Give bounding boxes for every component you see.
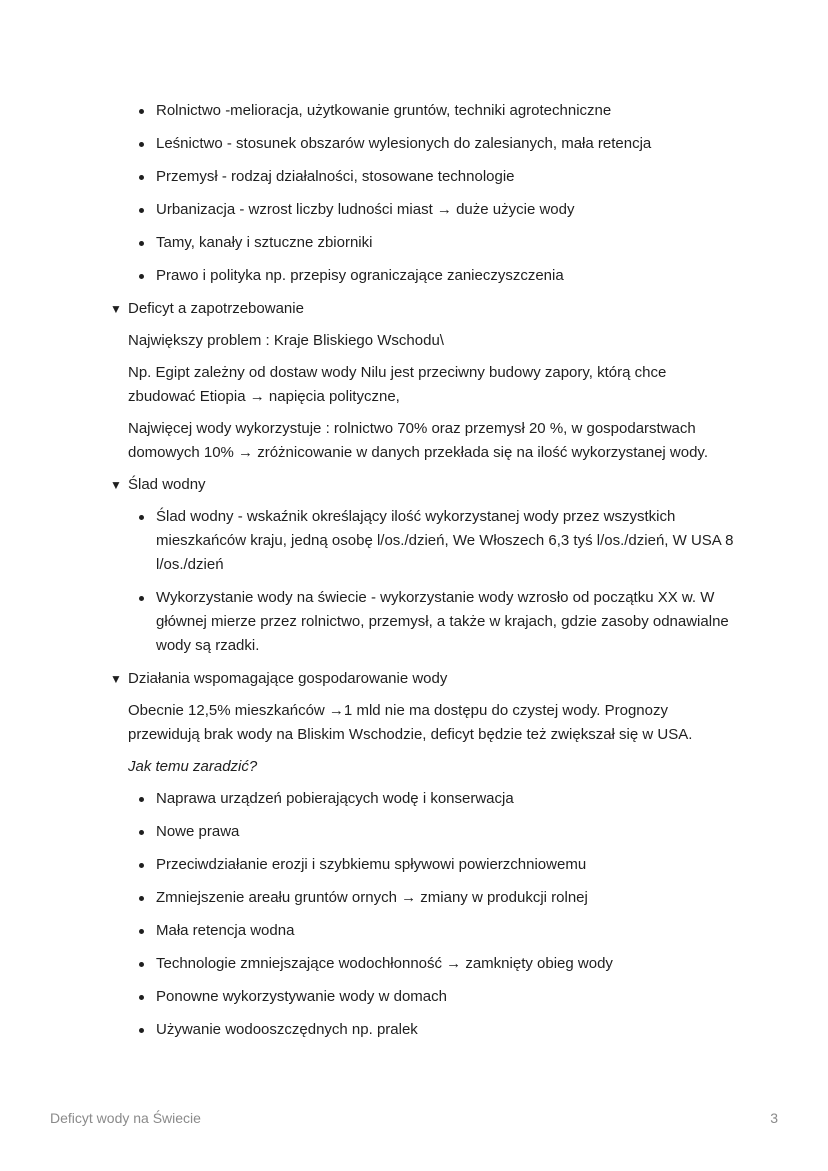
toggle-slad-wodny[interactable]: [0, 473, 828, 497]
triangle-down-icon[interactable]: ▼: [110, 672, 122, 686]
list-item: Rolnictwo -melioracja, użytkowanie gruntów, techniki agrotechniczne: [0, 99, 828, 123]
toggle-dzialania[interactable]: [0, 667, 828, 691]
list-item: Naprawa urządzeń pobierających wodę i konserwacja: [0, 787, 828, 811]
triangle-down-icon[interactable]: ▼: [110, 302, 122, 316]
triangle-down-icon[interactable]: ▼: [110, 478, 122, 492]
list-item: Ślad wodny - wskaźnik określający ilość wykorzystanej wody przez wszystkich mieszkańców kraju, jedną osobę l/os./dzień, We Włoszech 6,3 tyś l/os./dzień, W USA 8 l/os./dzień: [0, 505, 828, 577]
list-item: Wykorzystanie wody na świecie - wykorzystanie wody wzrosło od początku XX w. W głównej mierze przez rolnictwo, przemysł, a także w krajach, gdzie zasoby odnawialne wody są rzadki.: [0, 586, 828, 658]
footer-title: Deficyt wody na Świecie: [50, 1110, 201, 1126]
list-item: Tamy, kanały i sztuczne zbiorniki: [0, 231, 828, 255]
intro-list: [0, 99, 828, 288]
page-number: 3: [770, 1110, 778, 1126]
list-item: Przemysł - rodzaj działalności, stosowane technologie: [0, 165, 828, 189]
paragraph: Największy problem : Kraje Bliskiego Wschodu\: [128, 332, 444, 349]
list-item: Przeciwdziałanie erozji i szybkiemu spływowi powierzchniowemu: [0, 853, 828, 877]
toggle-deficyt[interactable]: [0, 297, 828, 321]
dzialania-list: [0, 787, 828, 1042]
paragraph: Najwięcej wody wykorzystuje : rolnictwo 70% oraz przemysł 20 %, w gospodarstwach domowych 10% → zróżnicowanie w danych przekłada się na ilość wykorzystanej wody.: [128, 420, 708, 461]
list-item: Prawo i polityka np. przepisy ograniczające zanieczyszczenia: [0, 264, 828, 288]
question-text: Jak temu zaradzić?: [128, 758, 258, 775]
list-item: Mała retencja wodna: [0, 919, 828, 943]
list-item: Urbanizacja - wzrost liczby ludności miast → duże użycie wody: [0, 198, 828, 222]
toggle-title: Działania wspomagające gospodarowanie wody: [128, 670, 448, 687]
list-item: Leśnictwo - stosunek obszarów wylesionych do zalesianych, mała retencja: [0, 132, 828, 156]
list-item: Zmniejszenie areału gruntów ornych → zmiany w produkcji rolnej: [0, 886, 828, 910]
list-item: Używanie wodooszczędnych np. pralek: [0, 1018, 828, 1042]
paragraph: Obecnie 12,5% mieszkańców →1 mld nie ma dostępu do czystej wody. Prognozy przewidują brak wody na Bliskim Wschodzie, deficyt będzie też zwiększał się w USA.: [128, 702, 693, 743]
toggle-title: Ślad wodny: [128, 476, 206, 493]
list-item: Nowe prawa: [0, 820, 828, 844]
toggle-title: Deficyt a zapotrzebowanie: [128, 300, 304, 317]
slad-wodny-list: [0, 505, 828, 658]
paragraph: Np. Egipt zależny od dostaw wody Nilu jest przeciwny budowy zapory, którą chce zbudować Etiopia → napięcia polityczne,: [128, 364, 667, 405]
list-item: Technologie zmniejszające wodochłonność → zamknięty obieg wody: [0, 952, 828, 976]
list-item: Ponowne wykorzystywanie wody w domach: [0, 985, 828, 1009]
